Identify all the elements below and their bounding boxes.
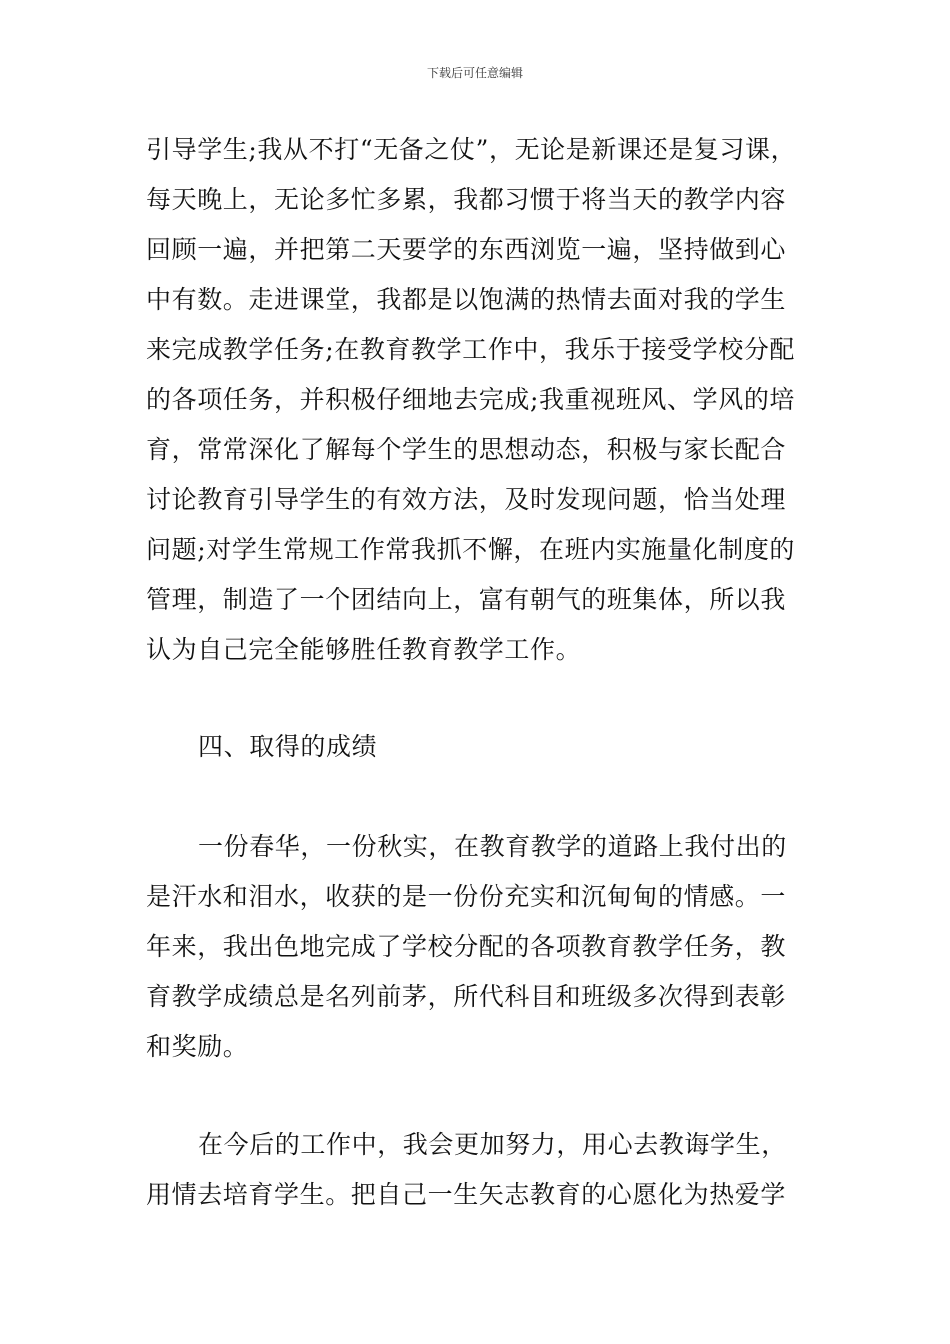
- text-line: 一份春华，一份秋实，在教育教学的道路上我付出的: [198, 832, 787, 861]
- text-line: 年来，我出色地完成了学校分配的各项教育教学任务，教: [146, 932, 787, 961]
- text-line: 引导学生;我从不打“无备之仗”，无论是新课还是复习课，: [146, 135, 797, 164]
- text-line: 和奖励。: [146, 1032, 249, 1061]
- text-line: 的各项任务，并积极仔细地去完成;我重视班风、学风的培: [146, 385, 796, 414]
- text-line: 认为自己完全能够胜任教育教学工作。: [146, 635, 582, 664]
- text-line: 在今后的工作中，我会更加努力，用心去教诲学生，: [198, 1130, 787, 1159]
- section-heading: 四、取得的成绩: [198, 732, 378, 761]
- page-header: 下载后可任意编辑: [426, 66, 523, 80]
- text-line: 管理，制造了一个团结向上，富有朝气的班集体，所以我: [146, 585, 787, 614]
- text-line: 问题;对学生常规工作常我抓不懈，在班内实施量化制度的: [146, 535, 796, 564]
- text-line: 用情去培育学生。把自己一生矢志教育的心愿化为热爱学: [146, 1180, 787, 1209]
- text-line: 中有数。走进课堂，我都是以饱满的热情去面对我的学生: [146, 285, 787, 314]
- text-line: 讨论教育引导学生的有效方法，及时发现问题，恰当处理: [146, 485, 787, 514]
- text-line: 育，常常深化了解每个学生的思想动态，积极与家长配合: [146, 435, 787, 464]
- text-line: 来完成教学任务;在教育教学工作中，我乐于接受学校分配: [146, 335, 796, 364]
- text-line: 回顾一遍，并把第二天要学的东西浏览一遍，坚持做到心: [146, 235, 787, 264]
- text-line: 是汗水和泪水，收获的是一份份充实和沉甸甸的情感。一: [146, 882, 787, 911]
- text-line: 每天晚上，无论多忙多累，我都习惯于将当天的教学内容: [146, 185, 787, 214]
- text-line: 育教学成绩总是名列前茅，所代科目和班级多次得到表彰: [146, 982, 787, 1011]
